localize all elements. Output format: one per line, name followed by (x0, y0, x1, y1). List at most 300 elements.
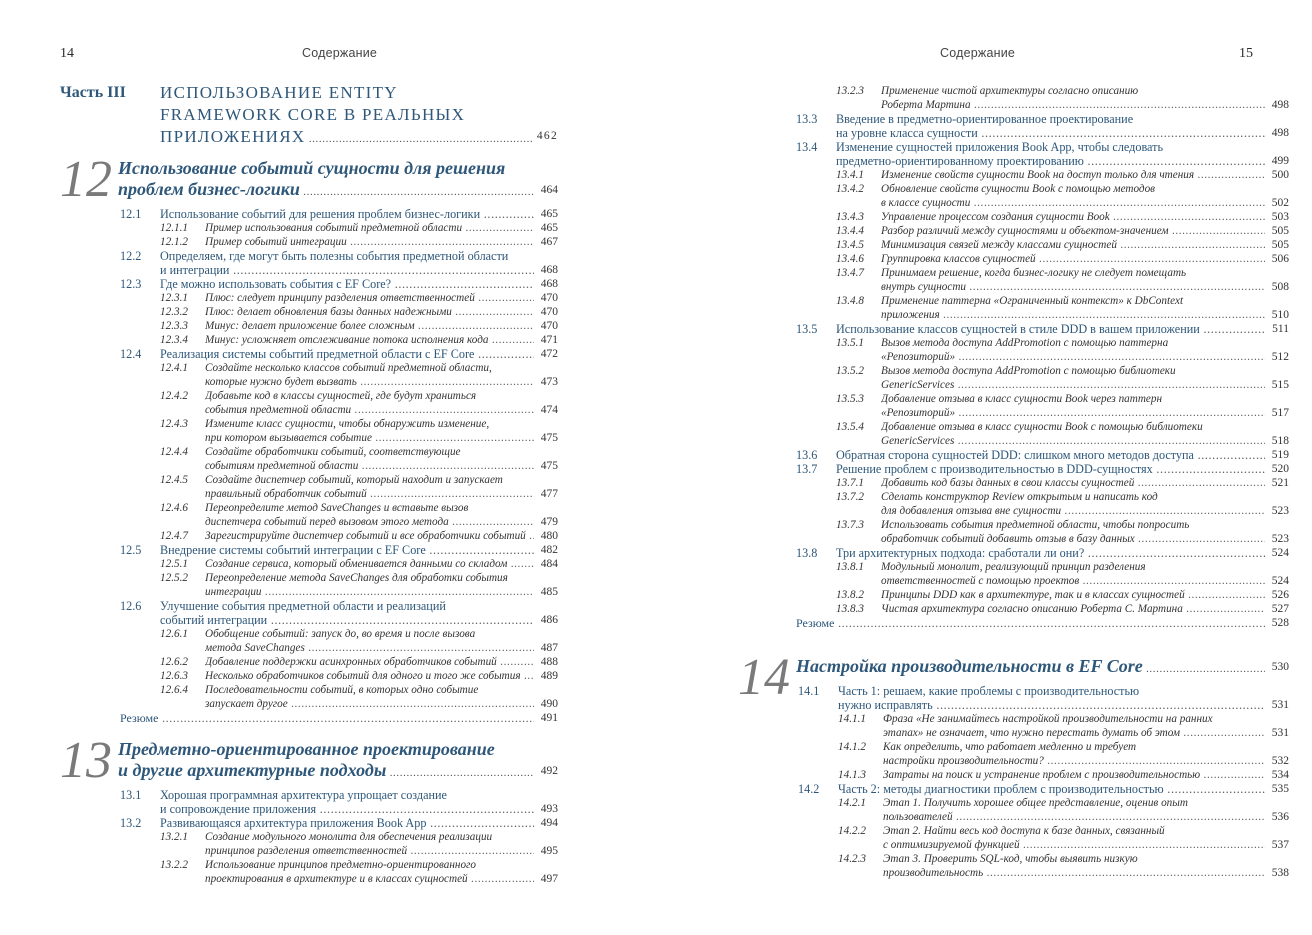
entry-title (205, 669, 558, 683)
toc-entry (60, 361, 558, 389)
entry-page-number: 484 (538, 557, 558, 571)
entry-title-line: Минус: усложняет отслеживание потока исполнения кода ..... (205, 333, 534, 347)
table-of-contents (738, 84, 1289, 880)
toc-entry (738, 782, 1289, 796)
toc-entry (60, 683, 558, 711)
entry-number: 13.7 (796, 462, 818, 476)
entry-title-line: с оптимизируемой функцией ..... (883, 838, 1265, 852)
toc-entry (738, 712, 1289, 740)
entry-title-line: Вызов метода доступа AddPromotion с помощью библиотеки (881, 365, 1176, 377)
entry-title-line: Три архитектурных подхода: сработали ли они? ..... (836, 546, 1265, 560)
entry-title-line: Улучшение события предметной области и реализаций (160, 599, 446, 613)
entry-title (205, 529, 558, 543)
entry-title (881, 588, 1289, 602)
entry-number: 12.3.4 (160, 334, 188, 346)
entry-title-line: Модульный монолит, реализующий принцип разделения (881, 561, 1146, 573)
toc-entry (736, 462, 1289, 476)
entry-page-number: 470 (538, 291, 558, 305)
entry-title-line: Использование принципов предметно-ориентированного (205, 859, 476, 871)
entry-page-number: 498 (1269, 126, 1289, 140)
entry-title (160, 543, 558, 557)
entry-title-line: Несколько обработчиков событий для одного и того же события ..... (205, 669, 534, 683)
entry-number: 12.6.3 (160, 670, 188, 682)
entry-title-line: Применение паттерна «Ограниченный контекст» к DbContext (881, 295, 1184, 307)
toc-entry (60, 221, 558, 235)
entry-number: 13.2.1 (160, 831, 188, 843)
running-head: Содержание (940, 46, 1016, 60)
entry-title-line: диспетчера событий перед вызовом этого метода ..... (205, 515, 534, 529)
toc-entry (738, 768, 1289, 782)
part-title (160, 82, 558, 150)
entry-title (160, 788, 558, 816)
entry-number: 14.2.2 (838, 825, 866, 837)
entry-page-number: 520 (1269, 462, 1289, 476)
entry-number: 12.4.5 (160, 474, 188, 486)
entry-title-line: Использование событий для решения проблем бизнес-логики ..... (160, 207, 534, 221)
toc-entry (736, 238, 1289, 252)
entry-title-line: GenericServices ..... (881, 378, 1265, 392)
right-page (656, 0, 1312, 935)
entry-number: 12.6.2 (160, 656, 188, 668)
running-head: Содержание (302, 46, 378, 60)
entry-title (205, 445, 558, 473)
toc-entry (736, 210, 1289, 224)
entry-title (881, 224, 1289, 238)
entry-number: 12.1.2 (160, 236, 188, 248)
entry-title (836, 140, 1289, 168)
entry-title-line: проблем бизнес-логики ..... (118, 179, 534, 203)
entry-title-line: в классе сущности ..... (881, 196, 1265, 210)
entry-title-line: правильный обработчик событий ..... (205, 487, 534, 501)
chapter-13-continued (656, 84, 1289, 630)
entry-title (160, 347, 558, 361)
entry-number: 14.1 (798, 684, 820, 698)
entry-title-line: на уровне класса сущности ..... (836, 126, 1265, 140)
entry-title-line: внутрь сущности ..... (881, 280, 1265, 294)
entry-title-line: Часть 1: решаем, какие проблемы с производительностью (838, 684, 1140, 698)
entry-title (881, 560, 1289, 588)
entry-title-line: приложения ..... (881, 308, 1265, 322)
entry-title (205, 319, 558, 333)
entry-title (881, 168, 1289, 182)
toc-entry (736, 490, 1289, 518)
entry-title (205, 333, 558, 347)
toc-entry (736, 560, 1289, 588)
entry-title-line: Переопределите метод SaveChanges и вставьте вызов (205, 502, 469, 514)
entry-title-line: Добавление поддержки асинхронных обработчиков событий ..... (205, 655, 534, 669)
entry-title-line: настройки производительности? ..... (883, 754, 1265, 768)
entry-title-line: Группировка классов сущностей ..... (881, 252, 1265, 266)
entry-title-line: Этап 2. Найти весь код доступа к базе данных, связанный (883, 825, 1165, 837)
entry-page-number: 495 (538, 844, 558, 858)
entry-title (160, 207, 558, 221)
entry-page-number: 503 (1269, 210, 1289, 224)
entry-title-line: нужно исправлять ..... (838, 698, 1265, 712)
entry-title-line: интеграции ..... (205, 585, 534, 599)
entry-number: 12.1.1 (160, 222, 188, 234)
entry-title (160, 249, 558, 277)
chapter-13 (60, 732, 558, 886)
entry-page-number: 485 (538, 585, 558, 599)
entry-title (881, 490, 1289, 518)
toc-entry (60, 389, 558, 417)
entry-title-line: Развивающаяся архитектура приложения Book App ..... (160, 816, 534, 830)
entry-title (881, 238, 1289, 252)
entry-title-line: Решение проблем с производительностью в DDD-сущностях ..... (836, 462, 1265, 476)
entry-page-number: 468 (538, 263, 558, 277)
entry-title-line: Определяем, где могут быть полезны события предметной области (160, 249, 509, 263)
toc-entry (60, 305, 558, 319)
entry-title (838, 684, 1289, 712)
entry-title-line: Измените класс сущности, чтобы обнаружить изменение, (205, 418, 490, 430)
entry-title (205, 417, 558, 445)
entry-number: 12.5.1 (160, 558, 188, 570)
toc-entry (60, 858, 558, 886)
toc-entry (60, 319, 558, 333)
entry-page-number: 519 (1269, 448, 1289, 462)
toc-entry (736, 266, 1289, 294)
toc-entry (60, 816, 558, 830)
toc-entry (60, 557, 558, 571)
chapter-entries (738, 684, 1289, 880)
entry-title (883, 740, 1289, 768)
entry-title-line: пользователей ..... (883, 810, 1265, 824)
entry-page-number: 518 (1269, 434, 1289, 448)
entry-number: 13.4 (796, 140, 818, 154)
entry-title-line: события предметной области ..... (205, 403, 534, 417)
entry-title-line: Фраза «Не занимайтесь настройкой производительности на ранних (883, 713, 1213, 725)
chapter-entries (60, 788, 558, 886)
entry-page-number: 477 (538, 487, 558, 501)
entry-title-line: метода SaveChanges ..... (205, 641, 534, 655)
page-number: 14 (60, 46, 74, 61)
toc-entry-summary (60, 711, 558, 725)
chapter-entries (60, 207, 558, 725)
entry-page-number: 505 (1269, 224, 1289, 238)
entry-title (881, 182, 1289, 210)
entry-title (881, 210, 1289, 224)
entry-page-number: 523 (1269, 532, 1289, 546)
entry-title-line: Изменение свойств сущности Book на доступ только для чтения ..... (881, 168, 1265, 182)
entry-page-number: 536 (1269, 810, 1289, 824)
entry-title-line: Минимизация связей между классами сущностей ..... (881, 238, 1265, 252)
entry-title (881, 476, 1289, 490)
entry-title (205, 683, 558, 711)
entry-title-line: принципов разделения ответственностей ..... (205, 844, 534, 858)
entry-title (205, 571, 558, 599)
part-heading (60, 82, 558, 150)
entry-title (838, 782, 1289, 796)
entry-title-line: Где можно использовать события с EF Core? ..... (160, 277, 534, 291)
entry-title-line: и интеграции ..... (160, 263, 534, 277)
toc-entry (736, 546, 1289, 560)
entry-number: 12.5.2 (160, 572, 188, 584)
entry-page-number: 517 (1269, 406, 1289, 420)
entry-number: 12.2 (120, 249, 142, 263)
entry-title (205, 235, 558, 249)
entry-page-number: 482 (538, 543, 558, 557)
entry-number: 13.7.1 (836, 477, 864, 489)
toc-entry (60, 277, 558, 291)
entry-page-number: 505 (1269, 238, 1289, 252)
table-of-contents (60, 82, 558, 886)
entry-number: 13.1 (120, 788, 142, 802)
entry-title-line: Обновление свойств сущности Book с помощью методов (881, 183, 1156, 195)
toc-entry (736, 294, 1289, 322)
entry-page-number: 524 (1269, 574, 1289, 588)
entry-title (205, 858, 558, 886)
entry-title-line: Обобщение событий: запуск до, во время и после вызова (205, 628, 476, 640)
entry-number: 12.4.4 (160, 446, 188, 458)
toc-entry (60, 669, 558, 683)
entry-page-number: 487 (538, 641, 558, 655)
entry-title-line: Последовательности событий, в которых одно событие (205, 684, 479, 696)
entry-title-line: Внедрение системы событий интеграции с EF Core ..... (160, 543, 534, 557)
entry-title (883, 712, 1289, 740)
toc-entry (736, 364, 1289, 392)
entry-number: 14.2.3 (838, 853, 866, 865)
entry-title (205, 389, 558, 417)
entry-page-number: 534 (1269, 768, 1289, 782)
entry-page-number: 502 (1269, 196, 1289, 210)
entry-number: 13.4.4 (836, 225, 864, 237)
toc-entry (736, 168, 1289, 182)
entry-title (836, 546, 1289, 560)
entry-title-line: при котором вызывается событие ..... (205, 431, 534, 445)
entry-page-number: 508 (1269, 280, 1289, 294)
toc-entry (60, 417, 558, 445)
entry-page-number: 493 (538, 802, 558, 816)
entry-title (883, 824, 1289, 852)
entry-title-line: Управление процессом создания сущности Book ..... (881, 210, 1265, 224)
entry-title (205, 655, 558, 669)
toc-entry (60, 235, 558, 249)
entry-title-line: Создание модульного монолита для обеспечения реализации (205, 831, 493, 843)
entry-title-line: Добавить код базы данных в свои классы сущностей ..... (881, 476, 1265, 490)
entry-page-number: 521 (1269, 476, 1289, 490)
entry-title (205, 627, 558, 655)
entry-number: 13.3 (796, 112, 818, 126)
entry-title-line: Резюме ..... (120, 711, 534, 725)
entry-number: 12.6 (120, 599, 142, 613)
entry-number: 12.4 (120, 347, 142, 361)
entry-page-number: 497 (538, 872, 558, 886)
entry-title (205, 557, 558, 571)
entry-title (881, 518, 1289, 546)
toc-entry (736, 84, 1289, 112)
toc-entry (60, 599, 558, 627)
entry-title-line: «Репозиторий» ..... (881, 406, 1265, 420)
entry-title-line: Пример событий интеграции ..... (205, 235, 534, 249)
entry-title-line: Хорошая программная архитектура упрощает создание (160, 788, 447, 802)
entry-number: 12.6.4 (160, 684, 188, 696)
entry-title (160, 599, 558, 627)
chapter-page-number: 464 (538, 180, 558, 201)
entry-title (881, 266, 1289, 294)
entry-title-line: Добавьте код в классы сущностей, где будут храниться (205, 390, 477, 402)
entry-title-line: Переопределение метода SaveChanges для обработки события (205, 572, 508, 584)
toc-entry (736, 518, 1289, 546)
toc-entry (60, 830, 558, 858)
entry-number: 12.3.2 (160, 306, 188, 318)
entry-page-number: 528 (1269, 616, 1289, 630)
entry-title-line: «Репозиторий» ..... (881, 350, 1265, 364)
toc-entry (60, 529, 558, 543)
entry-page-number: 489 (538, 669, 558, 683)
entry-number: 12.3.1 (160, 292, 188, 304)
entry-number: 13.8.1 (836, 561, 864, 573)
entry-number: 12.3.3 (160, 320, 188, 332)
entry-title-line: Минус: делает приложение более сложным ..... (205, 319, 534, 333)
entry-title-line: GenericServices ..... (881, 434, 1265, 448)
toc-entry (60, 571, 558, 599)
entry-title-line: Разбор различий между сущностями и объектом-значением ..... (881, 224, 1265, 238)
entry-title-line: Как определить, что работает медленно и требует (883, 741, 1137, 753)
entry-title (836, 448, 1289, 462)
entry-title (205, 473, 558, 501)
entry-page-number: 474 (538, 403, 558, 417)
entry-title-line: Принимаем решение, когда бизнес-логику не следует помещать (881, 267, 1187, 279)
entry-number: 12.4.1 (160, 362, 188, 374)
entry-page-number: 526 (1269, 588, 1289, 602)
entry-page-number: 535 (1269, 782, 1289, 796)
entry-number: 12.4.2 (160, 390, 188, 402)
entry-title (836, 462, 1289, 476)
entry-number: 13.4.2 (836, 183, 864, 195)
entry-page-number: 531 (1269, 726, 1289, 740)
toc-entry (738, 796, 1289, 824)
entry-title-line: Предметно-ориентированное проектирование (118, 739, 495, 759)
entry-title (881, 252, 1289, 266)
entry-title-line: Затраты на поиск и устранение проблем с производительностью ..... (883, 768, 1265, 782)
entry-title-line: Введение в предметно-ориентированное проектирование (836, 112, 1134, 126)
toc-entry (736, 112, 1289, 140)
entry-title-line: запускает другое ..... (205, 697, 534, 711)
entry-title-line: ПРИЛОЖЕНИЯХ ..... (160, 126, 534, 150)
entry-title-line: Изменение сущностей приложения Book App, чтобы следовать (836, 140, 1164, 154)
entry-title-line: Настройка производительности в EF Core ..... (796, 656, 1265, 680)
toc-entry (60, 249, 558, 277)
toc-entry (60, 655, 558, 669)
toc-entry (736, 252, 1289, 266)
entry-page-number: 480 (538, 529, 558, 543)
entry-title-line: Плюс: делает обновления базы данных надежными ..... (205, 305, 534, 319)
entry-title (881, 294, 1289, 322)
part-page-number: 462 (534, 125, 558, 147)
toc-entry (60, 627, 558, 655)
chapter-title (118, 739, 558, 784)
chapter-heading (60, 151, 558, 208)
toc-entry (60, 501, 558, 529)
entry-title-line: событий интеграции ..... (160, 613, 534, 627)
entry-title-line: Плюс: следует принципу разделения ответственностей ..... (205, 291, 534, 305)
toc-entry (736, 476, 1289, 490)
entry-number: 12.6.1 (160, 628, 188, 640)
entry-page-number: 527 (1269, 602, 1289, 616)
toc-entry (736, 602, 1289, 616)
entry-title-line: ответственностей с помощью проектов ..... (881, 574, 1265, 588)
toc-entry (60, 788, 558, 816)
entry-title (120, 711, 558, 725)
entry-page-number: 470 (538, 305, 558, 319)
entry-title (881, 336, 1289, 364)
entry-title (836, 322, 1289, 336)
entry-title-line: которые нужно будет вызвать ..... (205, 375, 534, 389)
entry-page-number: 499 (1269, 154, 1289, 168)
entry-page-number: 486 (538, 613, 558, 627)
entry-number: 13.4.7 (836, 267, 864, 279)
entry-title-line: Чистая архитектура согласно описанию Роберта С. Мартина ..... (881, 602, 1265, 616)
entry-number: 12.4.3 (160, 418, 188, 430)
chapter-title (118, 158, 558, 203)
entry-number: 13.8.2 (836, 589, 864, 601)
entry-title (883, 796, 1289, 824)
toc-entry (736, 448, 1289, 462)
entry-title (205, 361, 558, 389)
entry-number: 12.1 (120, 207, 142, 221)
entry-page-number: 511 (1269, 322, 1289, 336)
entry-number: 13.4.1 (836, 169, 864, 181)
entry-page-number: 523 (1269, 504, 1289, 518)
entry-title (881, 602, 1289, 616)
entry-title (205, 830, 558, 858)
entry-title (160, 277, 558, 291)
entry-page-number: 468 (538, 277, 558, 291)
entry-title-line: Этап 3. Проверить SQL-код, чтобы выявить низкую (883, 853, 1138, 865)
entry-page-number: 470 (538, 319, 558, 333)
entry-title-line: Вызов метода доступа AddPromotion с помощью паттерна (881, 337, 1169, 349)
entry-page-number: 465 (538, 221, 558, 235)
toc-entry (736, 224, 1289, 238)
entry-page-number: 491 (538, 711, 558, 725)
chapter-number: 14 (738, 649, 790, 706)
entry-number: 13.2.2 (160, 859, 188, 871)
entry-number: 12.3 (120, 277, 142, 291)
entry-number: 13.2 (120, 816, 142, 830)
entry-page-number: 512 (1269, 350, 1289, 364)
entry-page-number: 532 (1269, 754, 1289, 768)
entry-title-line: Пример использования событий предметной области ..... (205, 221, 534, 235)
entry-title-line: ИСПОЛЬЗОВАНИЕ ENTITY (160, 83, 398, 102)
toc-entry (60, 333, 558, 347)
entry-title (881, 84, 1289, 112)
chapter-title (796, 656, 1289, 680)
entry-title-line: и сопровождение приложения ..... (160, 802, 534, 816)
entry-title-line: FRAMEWORK CORE В РЕАЛЬНЫХ (160, 105, 466, 124)
entry-page-number: 472 (538, 347, 558, 361)
entry-title-line: Создайте несколько классов событий предметной области, (205, 362, 492, 374)
entry-page-number: 500 (1269, 168, 1289, 182)
entry-title-line: Добавление отзыва в класс сущности Book с помощью библиотеки (881, 421, 1203, 433)
entry-page-number: 488 (538, 655, 558, 669)
entry-number: 13.5.4 (836, 421, 864, 433)
entry-title (883, 852, 1289, 880)
chapter-number: 12 (60, 151, 112, 208)
toc-entry (736, 420, 1289, 448)
entry-title-line: Создайте диспетчер событий, который находит и запускает (205, 474, 503, 486)
toc-entry (738, 740, 1289, 768)
toc-entry-summary (736, 616, 1289, 630)
entry-title (160, 816, 558, 830)
toc-entry (738, 824, 1289, 852)
entry-title-line: Резюме ..... (796, 616, 1265, 630)
entry-page-number: 471 (538, 333, 558, 347)
entry-title-line: Этап 1. Получить хорошее общее представление, оценив опыт (883, 797, 1188, 809)
toc-entry (60, 445, 558, 473)
chapter-number: 13 (60, 732, 112, 789)
chapter-14 (738, 649, 1289, 880)
chapter-heading (60, 732, 558, 789)
